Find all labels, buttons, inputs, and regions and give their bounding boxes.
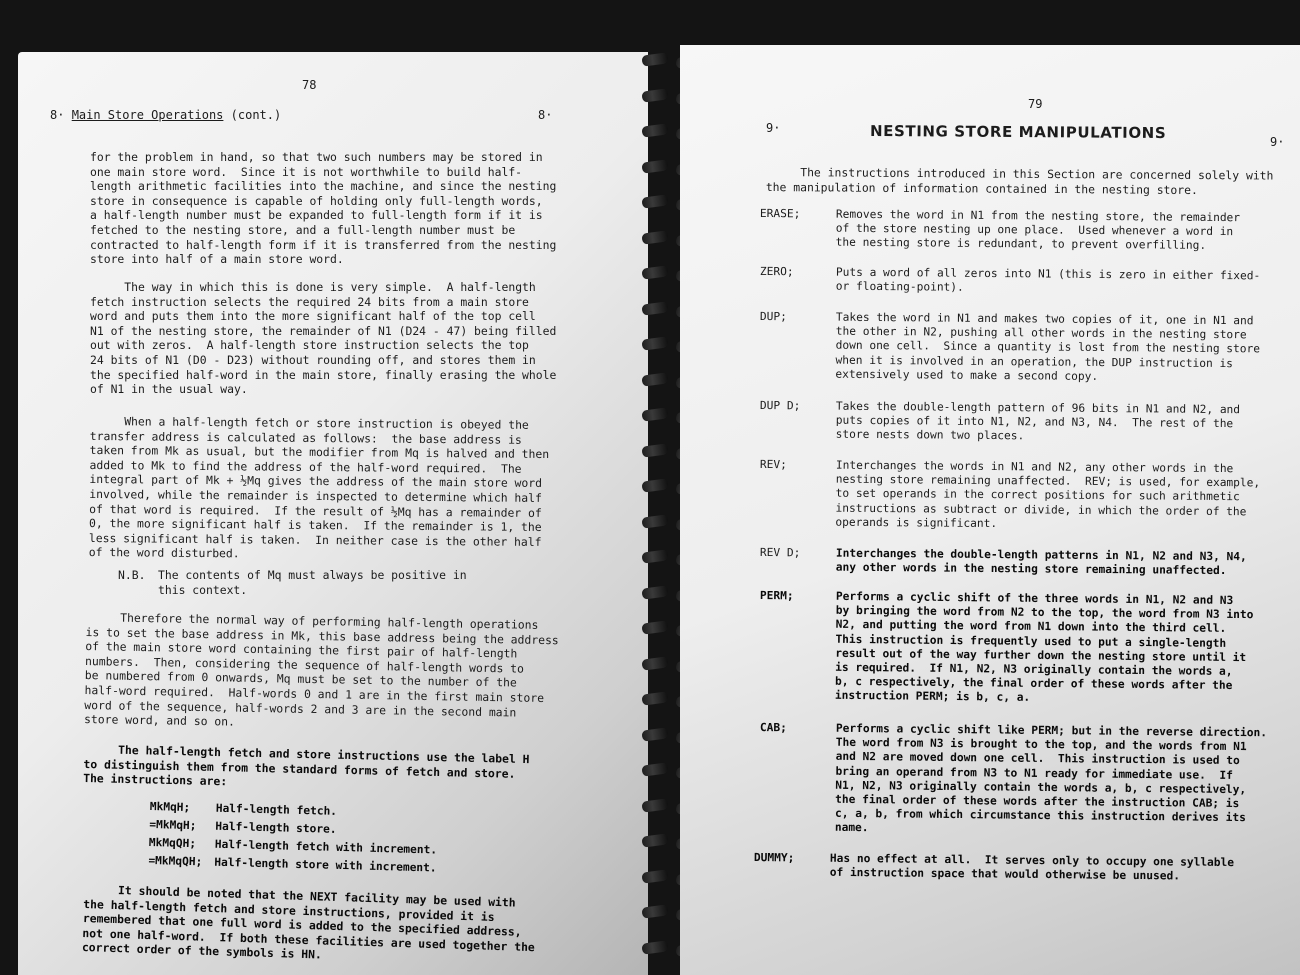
entry-label: PERM; (759, 589, 794, 603)
binding-coil (641, 869, 668, 884)
instruction-code: MkMqH; (149, 800, 191, 815)
binding-coil (641, 727, 668, 742)
entry-label: DUP; (759, 310, 787, 324)
binding-coil (641, 443, 668, 458)
entry-text: Puts a word of all zeros into N1 (this is zero in either fixed- or floating-point). (835, 265, 1261, 294)
instruction-entry (759, 458, 1280, 530)
entry-text: Performs a cyclic shift of the three words in N1, N2 and N3 by bringing the word from N2 to the top, the word from N3 into N2, and putting the word from N1 down into the third cell. This instruction is frequently used to put a single-length result out of the way further down the nesting store until it is required. If N1, N2, N3 originally contain the words a, b, c respectively, the final order of these words after the instruction PERM; is b, c, a. (834, 589, 1254, 705)
section-suffix: (cont.) (230, 108, 282, 122)
paragraph: Therefore the normal way of performing half-length operations is to set the base address in Mk, this base address being the address of the main store word containing the first pair of half-length numbers. Then, considering the sequence of half-length words to be numbered from 0 onwards, Mq must be set to the number of the half-word required. Half-words 0 and 1 are in the first main store word of the sequence, half-words 2 and 3 are in the second main store word, and so on. (83, 610, 559, 729)
instruction-desc: Half-length fetch. (215, 801, 338, 818)
binding-coil (641, 940, 668, 955)
entry-text: Removes the word in N1 from the nesting store, the remainder of the store nesting up one place. Used whenever a word in the nesting store is redundant, to prevent overfilling. (835, 207, 1241, 253)
instruction-desc: Half-length store with increment. (214, 855, 437, 875)
entry-text: Interchanges the words in N1 and N2, any other words in the nesting store remaining unaffected. REV; is used, for example, to set operands in the correct positions for such arithmetic instructions as subtract or divide, in which the order of the operands is significant. (835, 458, 1261, 530)
instruction-entry (759, 589, 1280, 705)
binding-coil (641, 762, 668, 777)
entry-label: CAB; (759, 721, 787, 735)
binding-coil (641, 478, 668, 493)
binding-coil (641, 123, 668, 138)
binding-coil (641, 620, 668, 635)
binding-coil (641, 585, 668, 600)
binding-coil (641, 372, 668, 387)
right-page (680, 45, 1300, 975)
binding-coil (641, 265, 668, 280)
binding-coil (641, 549, 668, 564)
binding-coil (641, 230, 668, 245)
nb-text: The contents of Mq must always be positive in this context. (158, 568, 467, 597)
instruction-code: MkMqQH; (148, 835, 197, 851)
binding-coil (641, 514, 668, 529)
binding-coil (641, 407, 668, 422)
section-heading: NESTING STORE MANIPULATIONS (869, 121, 1167, 143)
paragraph: When a half-length fetch or store instruction is obeyed the transfer address is calculated as follows: the base address is taken from Mk as usual, but the modifier from Mq is halved and then added to Mk to find the address of the half-word required. The integral part of Mk + ½Mq gives the address of the main store word involved, while the remainder is inspected to determine which half of that word is required. If the result of ½Mq has a remainder of 0, the more significant half is taken. If the remainder is 1, the less significant half is taken. In neither case is the other half of the word disturbed. (88, 414, 550, 561)
binding-coil (641, 88, 668, 103)
binding-coil (641, 904, 668, 919)
binding-coil (641, 691, 668, 706)
intro-paragraph: The instructions introduced in this Section are concerned solely with the manipulation of information contained in the nesting store. (765, 165, 1274, 197)
entry-text: Has no effect at all. It serves only to occupy one syllable of instruction space that would otherwise be unused. (829, 851, 1235, 883)
entry-text: Interchanges the double-length patterns in N1, N2 and N3, N4, any other words in the nesting store remaining unaffected. (835, 546, 1247, 578)
page-number: 78 (302, 78, 317, 92)
binding-coil (641, 194, 668, 209)
instruction-desc: Half-length fetch with increment. (214, 837, 438, 857)
instruction-entry (759, 310, 1280, 383)
entry-text: Takes the double-length pattern of 96 bits in N1 and N2, and puts copies of it into N1, N2, and N3, N4. The rest of the store nests down two places. (835, 399, 1241, 443)
entry-label: REV D; (759, 546, 801, 560)
section-header (50, 108, 281, 122)
binding-coil (641, 833, 668, 848)
binding-coil (641, 159, 668, 174)
paragraph: The way in which this is done is very simple. A half-length fetch instruction selects the required 24 bits from a main store word and puts them into the more significant half of the top cell N1 of the nesting store, the remainder of N1 (D24 - 47) being filled out with zeros. A half-length store instruction selects the top 24 bits of N1 (D0 - D23) without rounding off, and stores them in the specified half-word in the main store, finally erasing the whole of N1 in the usual way. (90, 280, 557, 397)
instruction-entry (759, 399, 1280, 443)
instruction-entry (753, 851, 1274, 883)
binding-coil (641, 301, 668, 316)
section-title: Main Store Operations (71, 108, 224, 122)
entry-label: DUP D; (759, 399, 801, 413)
instruction-list (148, 800, 550, 882)
nb-label: N.B. (118, 568, 146, 582)
section-number: 8· (50, 108, 65, 122)
entry-label: DUMMY; (753, 851, 795, 865)
instruction-code: =MkMqH; (149, 817, 197, 833)
section-number-right: 9· (1270, 135, 1285, 149)
entry-label: REV; (759, 458, 787, 472)
entry-label: ZERO; (759, 265, 794, 279)
instruction-entry (759, 207, 1280, 253)
instruction-entry (759, 265, 1280, 294)
instruction-entry (759, 721, 1280, 835)
paragraph: It should be noted that the NEXT facility may be used with the half-length fetch and store instructions, provided it is remembered that one full word is added to the specified address, not one half-word. If both these facilities are used together the correct order of the symbols is HN. (81, 882, 536, 962)
entry-text: Performs a cyclic shift like PERM; but in the reverse direction. The word from N3 is brought to the top, and the words from N1 and N2 are moved down one cell. This instruction is used to bring an operand from N3 to N1 ready for immediate use. If N1, N2, N3 originally contain the words a, b, c respectively, the final order of these words after the instruction CAB; is c, a, b, from which circumstance this instruction derives its name. (834, 721, 1268, 835)
left-page (18, 52, 648, 975)
instruction-code: =MkMqQH; (148, 853, 203, 869)
binding-coil (641, 52, 668, 67)
entry-label: ERASE; (759, 207, 801, 221)
section-number-right: 8· (538, 108, 553, 122)
paragraph: for the problem in hand, so that two such numbers may be stored in one main store word. Since it is not worthwhile to build half- length arithmetic facilities into the machine, and since the nesting store in consequence is capable of holding only full-length words, a half-length number must be expanded to full-length form if it is fetched to the nesting store, and a full-length number must be contracted to half-length form if it is transferred from the nesting store into half of a main store word. (90, 150, 557, 267)
paragraph: The half-length fetch and store instructions use the label H to distinguish them from the standard forms of fetch and store. The instructions are: (83, 742, 530, 789)
entry-text: Takes the word in N1 and makes two copies of it, one in N1 and the other in N2, pushing all other words in the nesting store down one cell. Since a quantity is lost from the nesting store when it is involved in an operation, the DUP instruction is extensively used to make a second copy. (835, 310, 1261, 383)
binding-coil (641, 798, 668, 813)
instruction-entry (759, 546, 1280, 578)
binding-coil (641, 336, 668, 351)
page-number: 79 (1028, 97, 1043, 111)
binding-coil (641, 656, 668, 671)
instruction-desc: Half-length store. (215, 819, 337, 836)
section-number: 9· (766, 121, 781, 135)
